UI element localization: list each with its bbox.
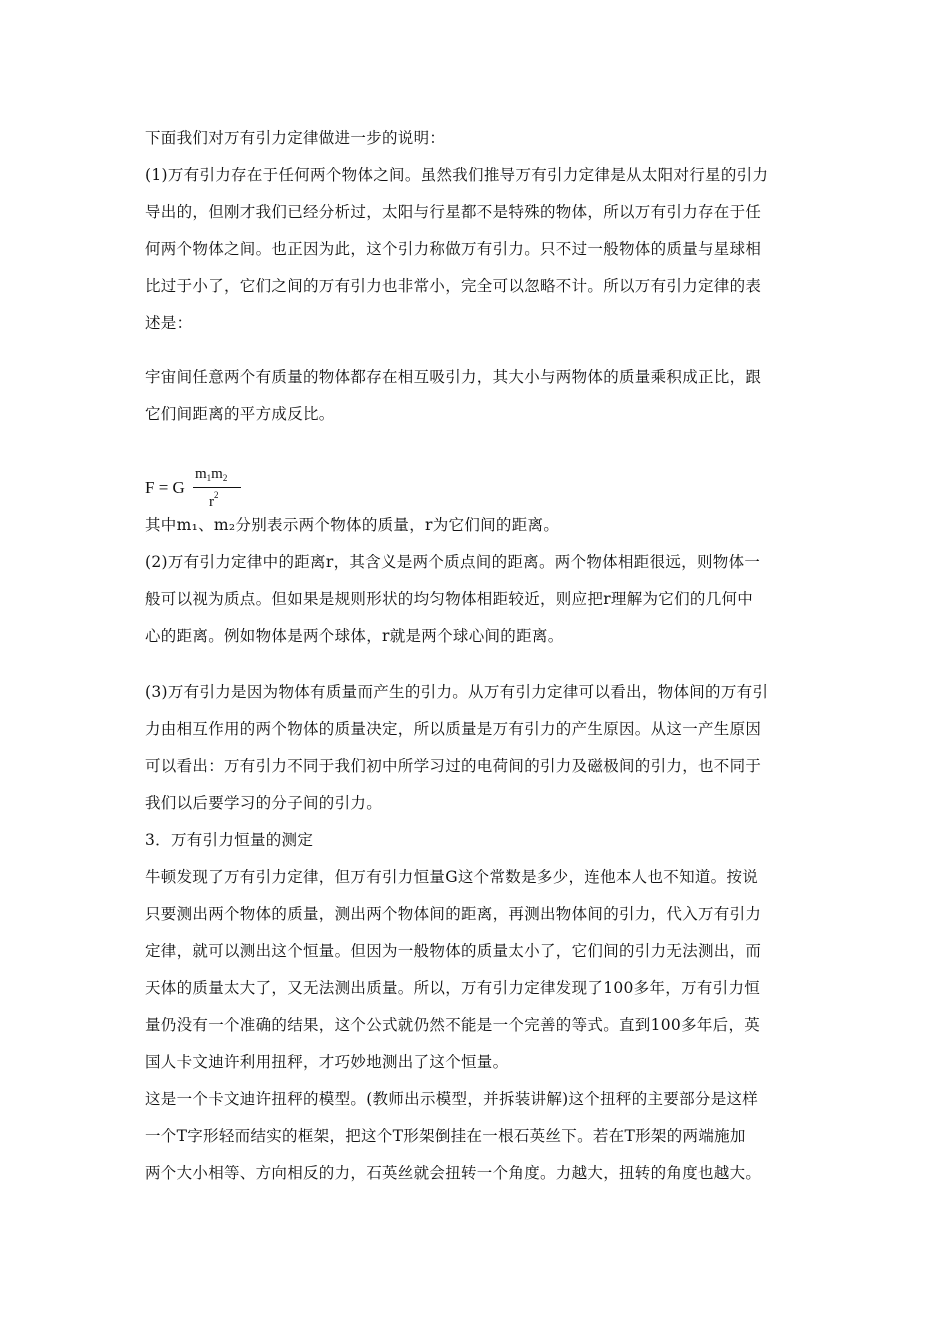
gravitation-formula bbox=[145, 466, 305, 516]
text-line: 般可以视为质点。但如果是规则形状的均匀物体相距较近，则应把r理解为它们的几何中 bbox=[145, 590, 754, 608]
text-line: 力由相互作用的两个物体的质量决定，所以质量是万有引力的产生原因。从这一产生原因 bbox=[145, 720, 762, 738]
text-line: 它们间距离的平方成反比。 bbox=[145, 405, 335, 423]
text-line: 述是： bbox=[145, 314, 193, 332]
text-line: 心的距离。例如物体是两个球体，r就是两个球心间的距离。 bbox=[145, 627, 564, 645]
text-line: 我们以后要学习的分子间的引力。 bbox=[145, 794, 383, 812]
text-line: 牛顿发现了万有引力定律，但万有引力恒量G这个常数是多少，连他本人也不知道。按说 bbox=[145, 868, 759, 886]
formula-denominator bbox=[209, 490, 219, 511]
text-line: 这是一个卡文迪许扭秤的模型。(教师出示模型，并拆装讲解)这个扭秤的主要部分是这样 bbox=[145, 1090, 759, 1108]
mass-1-subscript: 1 bbox=[206, 473, 212, 483]
text-line: 量仍没有一个准确的结果，这个公式就仍然不能是一个完善的等式。直到100多年后，英 bbox=[145, 1016, 761, 1034]
mass-2-subscript: 2 bbox=[222, 473, 228, 483]
text-line: 国人卡文迪许利用扭秤，才巧妙地测出了这个恒量。 bbox=[145, 1053, 509, 1071]
fraction-bar bbox=[193, 487, 241, 488]
mass-2: m bbox=[211, 466, 223, 482]
text-line: 何两个物体之间。也正因为此，这个引力称做万有引力。只不过一般物体的质量与星球相 bbox=[145, 240, 762, 258]
formula-lhs: F = G bbox=[145, 478, 185, 497]
text-line: 只要测出两个物体的质量，测出两个物体间的距离，再测出物体间的引力，代入万有引力 bbox=[145, 905, 762, 923]
text-line: 定律，就可以测出这个恒量。但因为一般物体的质量太小了，它们间的引力无法测出，而 bbox=[145, 942, 762, 960]
text-line: 一个T字形轻而结实的框架，把这个T形架倒挂在一根石英丝下。若在T形架的两端施加 bbox=[145, 1127, 746, 1145]
formula-numerator bbox=[195, 466, 227, 483]
text-line: 下面我们对万有引力定律做进一步的说明： bbox=[145, 129, 446, 147]
text-line: 宇宙间任意两个有质量的物体都存在相互吸引力，其大小与两物体的质量乘积成正比，跟 bbox=[145, 368, 762, 386]
text-line: (2)万有引力定律中的距离r，其含义是两个质点间的距离。两个物体相距很远，则物体一 bbox=[145, 553, 761, 571]
mass-1: m bbox=[195, 466, 207, 482]
text-line: 天体的质量太大了，又无法测出质量。所以，万有引力定律发现了100多年，万有引力恒 bbox=[145, 979, 761, 997]
text-line: 其中m₁、m₂分别表示两个物体的质量，r为它们间的距离。 bbox=[145, 516, 560, 534]
text-line: 比过于小了，它们之间的万有引力也非常小，完全可以忽略不计。所以万有引力定律的表 bbox=[145, 277, 762, 295]
text-line: (1)万有引力存在于任何两个物体之间。虽然我们推导万有引力定律是从太阳对行星的引力 bbox=[145, 166, 769, 184]
text-line: (3)万有引力是因为物体有质量而产生的引力。从万有引力定律可以看出，物体间的万有引 bbox=[145, 683, 769, 701]
text-line: 两个大小相等、方向相反的力，石英丝就会扭转一个角度。力越大，扭转的角度也越大。 bbox=[145, 1164, 762, 1182]
text-line: 导出的，但刚才我们已经分析过，太阳与行星都不是特殊的物体，所以万有引力存在于任 bbox=[145, 203, 762, 221]
distance-exponent: 2 bbox=[214, 490, 219, 500]
distance-r: r bbox=[209, 494, 214, 510]
text-line: 3．万有引力恒量的测定 bbox=[145, 831, 314, 849]
text-line: 可以看出：万有引力不同于我们初中所学习过的电荷间的引力及磁极间的引力，也不同于 bbox=[145, 757, 762, 775]
